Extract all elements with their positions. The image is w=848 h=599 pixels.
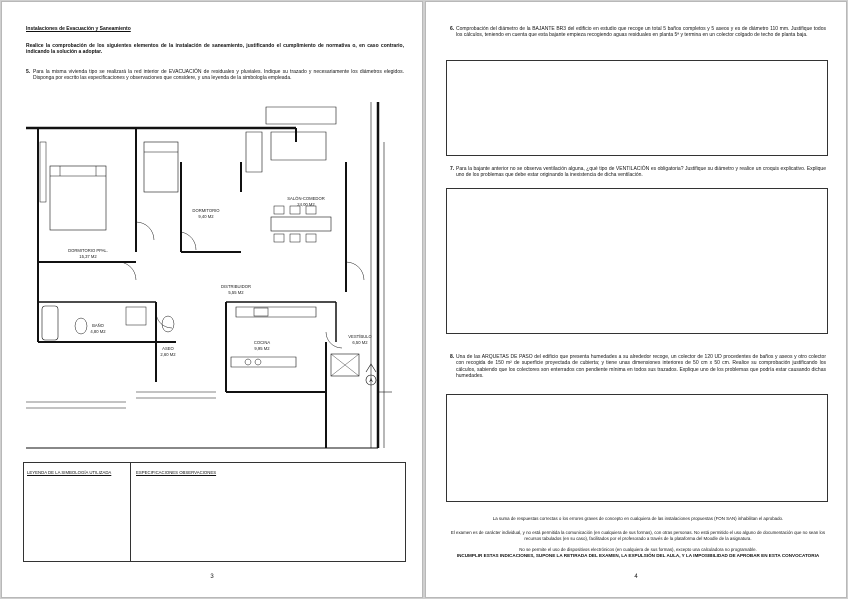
room-cocina-area: 9,95 M2: [254, 346, 270, 351]
room-cocina: COCINA: [253, 340, 271, 345]
room-bano-area: 4,80 M2: [90, 329, 106, 334]
room-distribuidor-area: 5,55 M2: [228, 290, 244, 295]
question-5-number: 5.: [26, 69, 31, 75]
room-salon-comedor-area: 24,00 M2: [297, 202, 315, 207]
exam-warning: INCUMPLIR ESTAS INDICACIONES, SUPONE LA RETIRADA DEL EXAMEN, LA EXPULSIÓN DEL AULA, Y LA IMPOSIBILIDAD DE APROBAR EN ESTA CONVOCATORIA: [456, 553, 820, 558]
room-bano: BAÑO: [92, 323, 104, 328]
question-7-text: Para la bajante anterior no se observa ventilación alguna, ¿qué tipo de VENTILACIÓN es obligatoria? Justifique su diámetro y realice un croquis explicativo. Explique uno de los problemas que debe estar originando la inexistencia de dicha ventilación.: [456, 166, 826, 179]
answer-box-7[interactable]: [446, 188, 828, 334]
page-number: 4: [634, 574, 638, 580]
legend-label: LEYENDA DE LA SIMBOLOGÍA UTILIZADA: [27, 470, 112, 475]
specs-label: ESPECIFICACIONES OBSERVACIONES: [136, 470, 217, 475]
exam-rule-2: El examen es de carácter individual, y no está permitida la comunicación (en cualquiera de sus formas), con otras personas. No está permitido el uso alguno de documentación que no sean los recursos tabulados (en su caso), facilitados por el profesorado a través de la plataforma del Moodle de la asignatura.: [450, 530, 826, 541]
answer-box-8[interactable]: [446, 394, 828, 502]
floor-plan: [26, 102, 404, 450]
answer-box-6[interactable]: [446, 60, 828, 156]
room-dormitorio: DORMITORIO: [192, 208, 220, 213]
section-mark: A: [369, 378, 373, 384]
room-dormitorio-ppal-area: 15,37 M2: [79, 254, 97, 259]
instructions: Realice la comprobación de los siguientes elementos de la instalación de saneamiento, justificando el cumplimiento de normativa o, en caso contrario, indicando la solución a adoptar.: [26, 43, 404, 56]
room-vestibulo: VESTÍBULO: [348, 334, 372, 339]
room-distribuidor: DISTRIBUIDOR: [220, 284, 252, 289]
question-6-text: Comprobación del diámetro de la BAJANTE BR3 del edificio en estudio que recoge un total 5 baños completos y 5 aseos y es de diámetro 110 mm. Justifique todos los cálculos, teniendo en cuenta que esta bajante empieza recogiendo aguas residuales en planta 5ª y termina en un colector colgado de techo de planta baja.: [456, 26, 826, 39]
specs-box[interactable]: [130, 462, 406, 562]
room-vestibulo-area: 6,50 M2: [352, 340, 368, 345]
room-aseo: ASEO: [162, 346, 174, 351]
question-7-number: 7.: [450, 166, 455, 172]
section-title: Instalaciones de Evacuación y Saneamiento: [26, 26, 131, 32]
exam-rule-3: No se permite el uso de dispositivos electrónicos (en cualquiera de sus formas), excepto una calculadora no programable.: [519, 547, 757, 552]
question-5-text: Para la misma vivienda tipo se realizará la red interior de EVACUACIÓN de residuales y pluviales. Indique su trazado y necesariamente los diámetros elegidos. Disponga por escrito las especificaciones y observaciones que considere, y una leyenda de la simbología empleada.: [33, 69, 404, 82]
room-dormitorio-ppal: DORMITORIO PPAL.: [68, 248, 108, 253]
legend-box[interactable]: [23, 462, 131, 562]
room-salon-comedor: SALÓN-COMEDOR: [287, 196, 325, 201]
question-6-number: 6.: [450, 26, 455, 32]
exam-rule-1: La suma de respuestas correctas o los errores graves de concepto en cualquiera de las instalaciones propuestas (FON SAN) inhabilitan el aprobado.: [492, 516, 784, 521]
room-dormitorio-area: 9,40 M2: [198, 214, 214, 219]
question-8-text: Una de las ARQUETAS DE PASO del edificio que presenta humedades a su alrededor recoge, un colector de 120 UD procedentes de baños y aseos y otro colector con recogida de 150 m² de superficie proyectada de cubierta; y tiene unas dimensiones interiores de 50 cm x 50 cm. Realice su comprobación justificando los cálculos, sabiendo que los colectores son enterrados con pendiente mínima en todos sus trazados. Explique uno de los problemas que podría estar causando dichas humedades.: [456, 354, 826, 380]
question-8-number: 8.: [450, 354, 455, 360]
page-number: 3: [210, 574, 214, 580]
room-aseo-area: 2,60 M2: [160, 352, 176, 357]
page-4: [426, 2, 846, 597]
page-3: [2, 2, 422, 597]
